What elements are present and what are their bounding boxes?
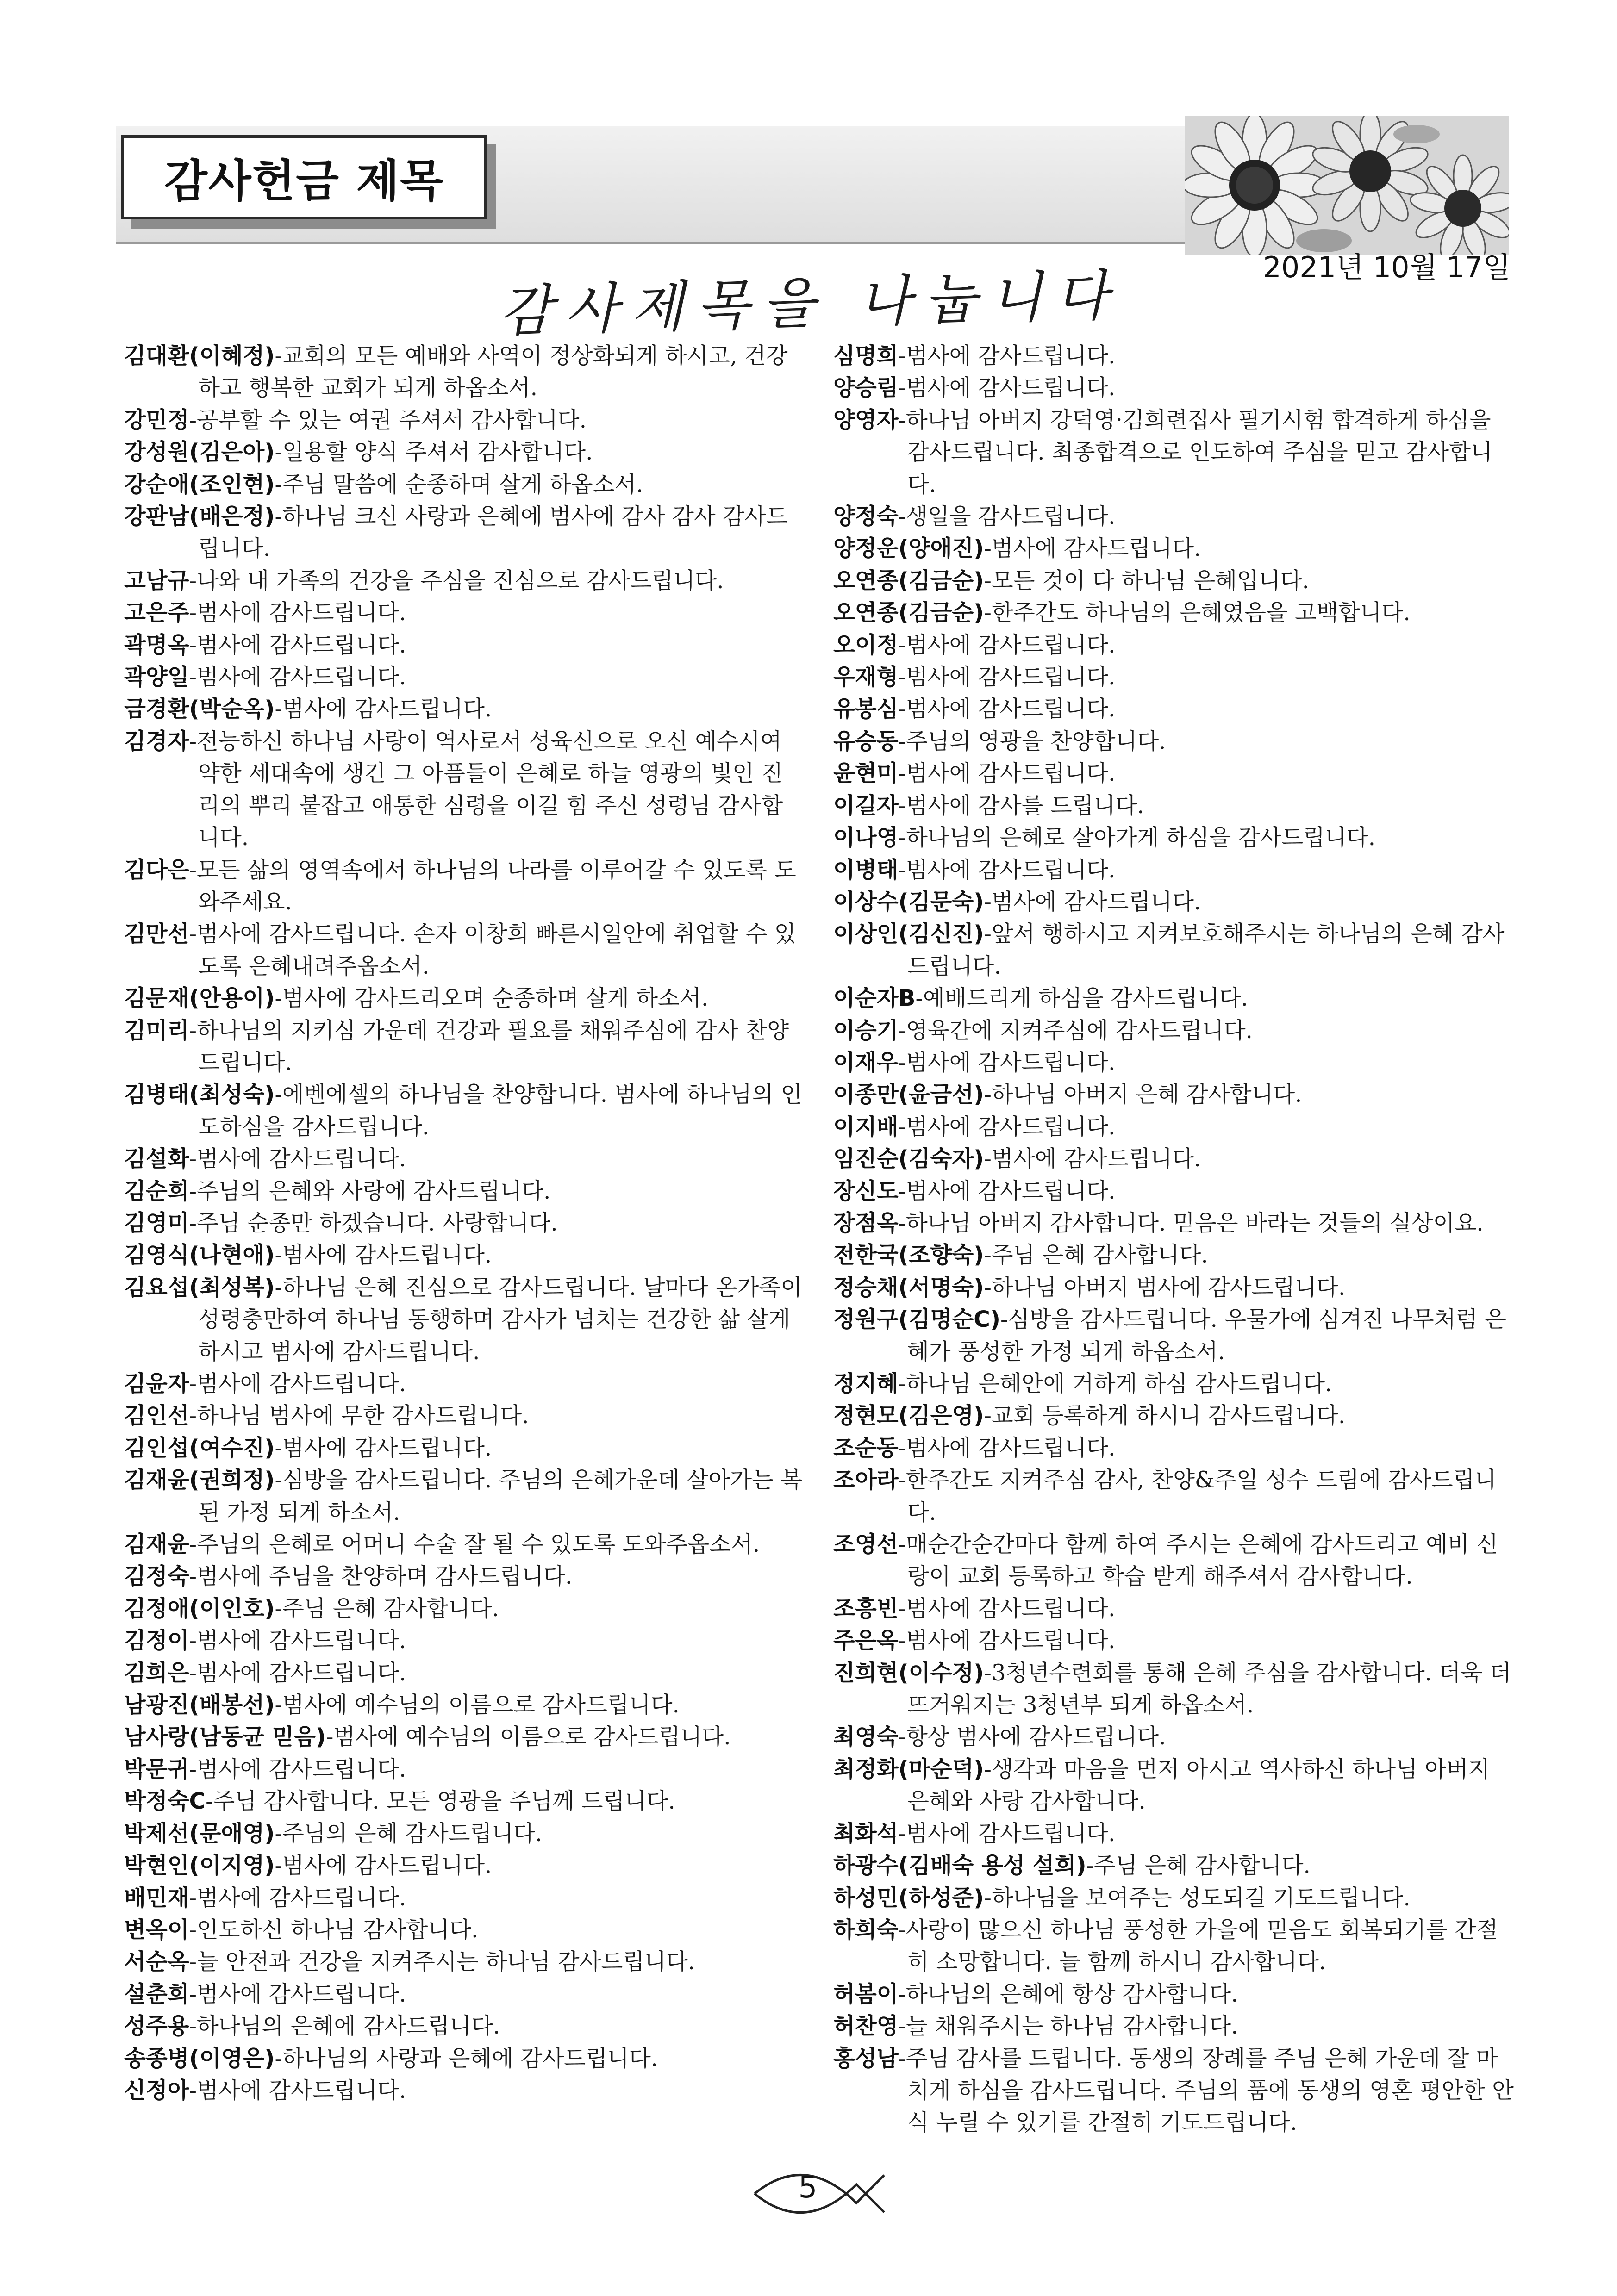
list-item [833,1079,1518,1111]
donor-name: 조흥빈 [833,1595,899,1622]
prayer-text: -교회 등록하게 하시니 감사드립니다. [984,1403,1346,1429]
prayer-text: -범사에 감사드립니다. [189,1660,406,1686]
donor-name: 곽양일 [124,664,189,691]
list-item [833,983,1518,1014]
list-item [833,1368,1518,1400]
prayer-text: -범사에 감사드립니다. [898,696,1116,722]
donor-name: 강성원(김은아) [124,439,275,466]
prayer-text: -범사에 감사드립니다. [898,1178,1116,1204]
donor-name: 우재형 [833,664,899,691]
donor-name: 유봉심 [833,696,899,722]
donor-name: 허봄이 [833,1981,899,2007]
donor-name: 김영식(나현애) [124,1242,275,1269]
prayer-text: -사랑이 많으신 하나님 풍성한 가을에 믿음도 회복되기를 간절히 소망합니다. 늘 함께 하시니 감사합니다. [898,1916,1498,1975]
prayer-text: -하나님 아버지 강덕영·김희련집사 필기시험 합격하게 하심을 감사드립니다. 최종합격으로 인도하여 주심을 믿고 감사합니다. [898,407,1492,498]
list-item [124,1625,805,1657]
donor-name: 김정이 [124,1628,189,1654]
list-item [833,661,1518,693]
list-item [833,1304,1518,1368]
prayer-text: -주님의 은혜로 어머니 수술 잘 될 수 있도록 도와주옵소서. [189,1531,760,1558]
donor-name: 조아라 [833,1467,899,1493]
prayer-text: -범사에 주님을 찬양하며 감사드립니다. [189,1563,573,1590]
prayer-text: -범사에 감사드립니다. [898,632,1116,658]
prayer-text: -주님 은혜 감사합니다. [984,1242,1208,1269]
list-item [124,2010,805,2042]
donor-name: 김윤자 [124,1371,189,1397]
prayer-text: -범사에 감사드립니다. [189,632,406,658]
list-item [124,1786,805,1817]
prayer-text: -범사에 감사드립니다. [898,1820,1116,1847]
prayer-text: -모든 것이 다 하나님 은혜입니다. [984,567,1309,594]
prayer-text: -범사에 감사드립니다. [189,1146,406,1172]
prayer-text: -범사에 감사드립니다. [898,1114,1116,1140]
prayer-text: -영육간에 지켜주심에 감사드립니다. [898,1017,1253,1044]
list-item [124,2075,805,2107]
list-item [833,1721,1518,1753]
list-item [833,1207,1518,1239]
donor-name: 조순동 [833,1435,899,1461]
prayer-text: -범사에 감사드립니다. [275,1242,492,1269]
donor-name: 김재윤 [124,1531,189,1558]
sunflower-image [1185,116,1509,255]
list-item [833,1625,1518,1657]
list-item [124,1239,805,1271]
subtitle: 감사제목을 나눕니다 [498,263,1122,343]
prayer-text: -주님의 은혜 감사드립니다. [275,1820,543,1847]
prayer-text: -범사에 감사드립니다. [189,600,406,626]
prayer-text: -하나님 아버지 은혜 감사합니다. [984,1082,1302,1108]
prayer-text: -범사에 감사드립니다. [898,343,1116,369]
list-item [124,1721,805,1753]
prayer-text: -하나님 크신 사랑과 은혜에 범사에 감사 감사 감사드립니다. [198,504,788,562]
prayer-text: -주님 감사합니다. 모든 영광을 주님께 드립니다. [206,1788,675,1815]
list-item [124,1079,805,1143]
prayer-text: -주님 순종만 하겠습니다. 사랑합니다. [189,1210,558,1236]
prayer-text: -늘 안전과 건강을 지켜주시는 하나님 감사드립니다. [189,1949,695,1975]
donor-name: 하성민(하성준) [833,1885,984,1911]
donor-name: 성주용 [124,2013,189,2040]
donor-name: 장점옥 [833,1210,899,1236]
list-item [124,1818,805,1850]
list-item [833,340,1518,372]
prayer-text: -하나님의 지키심 가운데 건강과 필요를 채워주심에 감사 찬양드립니다. [189,1017,789,1076]
donor-name: 신정아 [124,2077,189,2103]
donor-name: 김대환(이혜정) [124,343,275,369]
list-item [124,340,805,404]
list-item [124,1882,805,1914]
prayer-text: -매순간순간마다 함께 하여 주시는 은혜에 감사드리고 예비 신랑이 교회 등록하고 학습 받게 해주셔서 감사합니다. [898,1531,1498,1590]
list-item [833,404,1518,501]
donor-name: 양정운(양애진) [833,535,984,562]
prayer-text: -범사에 감사드립니다. [898,375,1116,401]
prayer-text: -심방을 감사드립니다. 우물가에 심겨진 나무처럼 은혜가 풍성한 가정 되게 하옵소서. [907,1307,1506,1365]
prayer-text: -범사에 감사드립니다. [898,1595,1116,1622]
prayer-text: -하나님의 은혜에 감사드립니다. [189,2013,500,2040]
list-item [124,1754,805,1786]
list-item [124,918,805,983]
prayer-text: -범사에 감사드립니다. [189,664,406,691]
donor-name: 정승채(서명숙) [833,1274,984,1300]
list-item [833,1593,1518,1625]
list-item [124,726,805,854]
donor-name: 이재우 [833,1049,899,1076]
prayer-text: -한주간도 하나님의 은혜였음을 고백합니다. [984,600,1411,626]
donor-name: 김경자 [124,728,189,754]
list-item [124,1914,805,1946]
title-box [121,135,487,219]
donor-name: 최정화(마순덕) [833,1756,984,1782]
prayer-text: -교회의 모든 예배와 사역이 정상화되게 하시고, 건강하고 행복한 교회가 되게 하옵소서. [198,343,788,401]
list-item [124,693,805,725]
list-item [124,983,805,1014]
list-item [833,1015,1518,1047]
prayer-text: -범사에 감사드립니다. [898,857,1116,883]
prayer-text: -생일을 감사드립니다. [898,504,1116,530]
donor-name: 이승기 [833,1017,899,1044]
donor-name: 양승림 [833,375,899,401]
donor-name: 김문재(안용이) [124,985,275,1012]
list-item [124,1561,805,1593]
prayer-text: -나와 내 가족의 건강을 주심을 진심으로 감사드립니다. [189,567,724,594]
donor-name: 김다은 [124,857,189,883]
date-label: 2021년 10월 17일 [1263,250,1511,284]
donor-name: 고은주 [124,600,189,626]
list-item [833,1657,1518,1722]
prayer-text: -항상 범사에 감사드립니다. [898,1724,1166,1750]
list-item [833,501,1518,533]
list-item [833,1882,1518,1914]
list-item [124,1593,805,1625]
list-item [833,886,1518,918]
donor-name: 정현모(김은영) [833,1403,984,1429]
prayer-text: -일용할 양식 주셔서 감사합니다. [275,439,593,466]
donor-name: 오연종(김금순) [833,600,984,626]
list-item [833,2043,1518,2139]
list-item [124,1529,805,1561]
donor-name: 김병태(최성숙) [124,1082,275,1108]
donor-name: 배민재 [124,1885,189,1911]
prayer-text: -인도하신 하나님 감사합니다. [189,1916,479,1943]
donor-name: 김정애(이인호) [124,1595,275,1622]
donor-name: 이지배 [833,1114,899,1140]
prayer-text: -하나님 아버지 범사에 감사드립니다. [984,1274,1346,1300]
list-item [833,758,1518,790]
list-item [833,372,1518,404]
prayer-text: -범사에 감사드립니다. [898,1435,1116,1461]
donor-name: 김재윤(권희정) [124,1467,275,1493]
list-item [124,1143,805,1175]
prayer-text: -하나님 은혜 진심으로 감사드립니다. 날마다 온가족이 성령충만하여 하나님 동행하며 감사가 넘치는 건강한 삶 살게 하시고 범사에 감사드립니다. [198,1274,803,1365]
prayer-text: -범사에 감사드립니다. [275,696,492,722]
list-item [833,565,1518,597]
donor-name: 정지혜 [833,1371,899,1397]
list-item [833,1239,1518,1271]
donor-name: 심명희 [833,343,899,369]
prayer-text: -공부할 수 있는 여권 주셔서 감사합니다. [189,407,587,433]
prayer-text: -전능하신 하나님 사랑이 역사로서 성육신으로 오신 예수시여 약한 세대속에 생긴 그 아픔들이 은혜로 하늘 영광의 빛인 진리의 뿌리 붙잡고 애통한 심령을 이길 힘 주신 성령님 감사합니다. [189,728,783,851]
donor-name: 강판남(배은정) [124,504,275,530]
list-item [124,565,805,597]
list-item [124,436,805,468]
donor-name: 전한국(조향숙) [833,1242,984,1269]
prayer-text: -범사에 감사드립니다. [898,664,1116,691]
prayer-text: -범사에 감사드립니다. [898,760,1116,787]
list-item [833,1914,1518,1979]
list-item [124,1368,805,1400]
donor-name: 이병태 [833,857,899,883]
list-item [124,1464,805,1529]
list-item [833,1432,1518,1464]
prayer-text: -범사에 감사드립니다. [984,535,1201,562]
prayer-text: -범사에 감사드립니다. [984,1146,1201,1172]
donor-name: 박정숙C [124,1788,206,1815]
list-item [833,726,1518,758]
donor-name: 남사랑(남동균 믿음) [124,1724,326,1750]
prayer-text: -하나님의 은혜에 항상 감사합니다. [898,1981,1238,2007]
prayer-text: -범사에 감사드립니다. [189,1981,406,2007]
prayer-text: -범사에 예수님의 이름으로 감사드립니다. [275,1692,680,1718]
donor-name: 이종만(윤금선) [833,1082,984,1108]
list-item [833,822,1518,854]
list-item [124,404,805,436]
list-item [833,918,1518,983]
donor-name: 주은옥 [833,1628,899,1654]
donor-name: 조영선 [833,1531,899,1558]
donor-name: 정원구(김명순C) [833,1307,1001,1333]
donor-name: 김인선 [124,1403,189,1429]
list-item [833,1272,1518,1304]
list-item [833,693,1518,725]
donor-name: 김요섭(최성복) [124,1274,275,1300]
prayer-text: -에벤에셀의 하나님을 찬양합니다. 범사에 하나님의 인도하심을 감사드립니다. [198,1082,803,1140]
prayer-text: -범사에 감사드립니다. [189,1371,406,1397]
donor-name: 김순희 [124,1178,189,1204]
donor-name: 윤현미 [833,760,899,787]
list-item [124,501,805,565]
list-item [833,629,1518,661]
donor-name: 남광진(배봉선) [124,1692,275,1718]
donor-name: 변옥이 [124,1916,189,1943]
prayer-text: -심방을 감사드립니다. 주님의 은혜가운데 살아가는 복된 가정 되게 하소서. [198,1467,803,1525]
prayer-text: -생각과 마음을 먼저 아시고 역사하신 하나님 아버지 은혜와 사랑 감사합니다. [907,1756,1490,1815]
donor-name: 이순자B [833,985,916,1012]
list-item [833,1529,1518,1593]
donor-name: 강순애(조인현) [124,471,275,498]
prayer-text: -예배드리게 하심을 감사드립니다. [915,985,1249,1012]
list-item [833,1176,1518,1207]
prayer-text: -3청년수련회를 통해 은혜 주심을 감사합니다. 더욱 더 뜨거워지는 3청년부 되게 하옵소서. [907,1660,1511,1718]
donor-name: 허찬영 [833,2013,899,2040]
donor-name: 박문귀 [124,1756,189,1782]
prayer-text: -범사에 감사드리오며 순종하며 살게 하소서. [275,985,709,1012]
donor-name: 임진순(김숙자) [833,1146,984,1172]
donor-name: 이상수(김문숙) [833,889,984,915]
list-item [124,469,805,501]
list-item [124,1400,805,1432]
donor-name: 서순옥 [124,1949,189,1975]
prayer-text: -주님 은혜 감사합니다. [1086,1853,1311,1879]
donor-name: 이나영 [833,825,899,851]
donor-name: 최영숙 [833,1724,899,1750]
donor-name: 김영미 [124,1210,189,1236]
list-item [124,1850,805,1882]
page-number: 5 [798,2171,818,2205]
prayer-text: -범사에 감사드립니다. 손자 이창희 빠른시일안에 취업할 수 있도록 은혜내려주옵소서. [189,921,796,979]
prayer-text: -하나님 범사에 무한 감사드립니다. [189,1403,529,1429]
list-item [124,629,805,661]
prayer-text: -범사에 감사드립니다. [984,889,1201,915]
list-item [124,854,805,919]
prayer-text: -범사에 예수님의 이름으로 감사드립니다. [326,1724,731,1750]
list-item [833,1850,1518,1882]
donor-name: 설춘희 [124,1981,189,2007]
donor-name: 최화석 [833,1820,899,1847]
donor-name: 금경환(박순옥) [124,696,275,722]
donor-name: 오이정 [833,632,899,658]
prayer-text: -늘 채워주시는 하나님 감사합니다. [898,2013,1238,2040]
donor-name: 하광수(김배숙 용성 설희) [833,1853,1086,1879]
prayer-text: -주님의 은혜와 사랑에 감사드립니다. [189,1178,551,1204]
list-item [124,1432,805,1464]
donor-name: 오연종(김금순) [833,567,984,594]
donor-name: 박현인(이지영) [124,1853,275,1879]
list-item [124,661,805,693]
donor-name: 곽명옥 [124,632,189,658]
prayer-text: -하나님 은혜안에 거하게 하심 감사드립니다. [898,1371,1332,1397]
donor-name: 강민정 [124,407,189,433]
donor-name: 김정숙 [124,1563,189,1590]
list-item [124,2043,805,2075]
list-item [124,1015,805,1079]
donor-name: 고남규 [124,567,189,594]
prayer-text: -범사에 감사드립니다. [189,1628,406,1654]
list-item [833,1400,1518,1432]
page-title: 감사헌금 제목 [164,155,444,207]
prayer-text: -범사에 감사드립니다. [898,1628,1116,1654]
prayer-text: -하나님의 사랑과 은혜에 감사드립니다. [275,2045,658,2072]
prayer-text: -하나님 아버지 감사합니다. 믿음은 바라는 것들의 실상이요. [898,1210,1484,1236]
list-item [124,1207,805,1239]
prayer-text: -범사에 감사드립니다. [189,1756,406,1782]
donor-name: 장신도 [833,1178,899,1204]
prayer-text: -모든 삶의 영역속에서 하나님의 나라를 이루어갈 수 있도록 도와주세요. [189,857,796,915]
list-item [124,1979,805,2010]
donor-name: 김만선 [124,921,189,947]
prayer-text: -주님 말씀에 순종하며 살게 하옵소서. [275,471,643,498]
prayer-text: -범사에 감사드립니다. [898,1049,1116,1076]
donor-name: 홍성남 [833,2045,899,2072]
donor-name: 김희은 [124,1660,189,1686]
list-item [833,1047,1518,1079]
list-item [124,1657,805,1689]
donor-name: 이길자 [833,792,899,819]
donor-name: 김인섭(여수진) [124,1435,275,1461]
left-column [124,340,805,2107]
donor-name: 하희숙 [833,1916,899,1943]
prayer-text: -범사에 감사드립니다. [189,2077,406,2103]
prayer-text: -앞서 행하시고 지켜보호해주시는 하나님의 은혜 감사드립니다. [907,921,1505,979]
list-item [833,1818,1518,1850]
list-item [833,790,1518,822]
prayer-text: -한주간도 지켜주심 감사, 찬양&주일 성수 드림에 감사드립니다. [898,1467,1497,1525]
list-item [833,854,1518,886]
prayer-text: -주님 감사를 드립니다. 동생의 장례를 주님 은혜 가운데 잘 마치게 하심을 감사드립니다. 주님의 품에 동생의 영혼 평안한 안식 누릴 수 있기를 간절히 기도드립니다. [898,2045,1514,2136]
donor-name: 양정숙 [833,504,899,530]
list-item [833,1111,1518,1143]
donor-name: 김미리 [124,1017,189,1044]
list-item [124,597,805,629]
list-item [124,1272,805,1368]
list-item [833,1143,1518,1175]
donor-name: 송종병(이영은) [124,2045,275,2072]
donor-name: 김설화 [124,1146,189,1172]
list-item [124,1946,805,1978]
right-column [833,340,1518,2139]
list-item [833,1979,1518,2010]
donor-name: 박제선(문애영) [124,1820,275,1847]
prayer-text: -주님 은혜 감사합니다. [275,1595,499,1622]
list-item [833,597,1518,629]
prayer-text: -범사에 감사드립니다. [275,1435,492,1461]
list-item [833,1754,1518,1818]
prayer-text: -하나님의 은혜로 살아가게 하심을 감사드립니다. [898,825,1376,851]
prayer-text: -범사에 감사를 드립니다. [898,792,1144,819]
list-item [124,1689,805,1721]
prayer-text: -하나님을 보여주는 성도되길 기도드립니다. [984,1885,1411,1911]
list-item [833,1464,1518,1529]
donor-name: 유승동 [833,728,899,754]
prayer-text: -주님의 영광을 찬양합니다. [898,728,1166,754]
list-item [833,2010,1518,2042]
prayer-text: -범사에 감사드립니다. [275,1853,492,1879]
donor-name: 진희현(이수정) [833,1660,984,1686]
prayer-text: -범사에 감사드립니다. [189,1885,406,1911]
list-item [833,533,1518,565]
list-item [124,1176,805,1207]
donor-name: 이상인(김신진) [833,921,984,947]
donor-name: 양영자 [833,407,899,433]
